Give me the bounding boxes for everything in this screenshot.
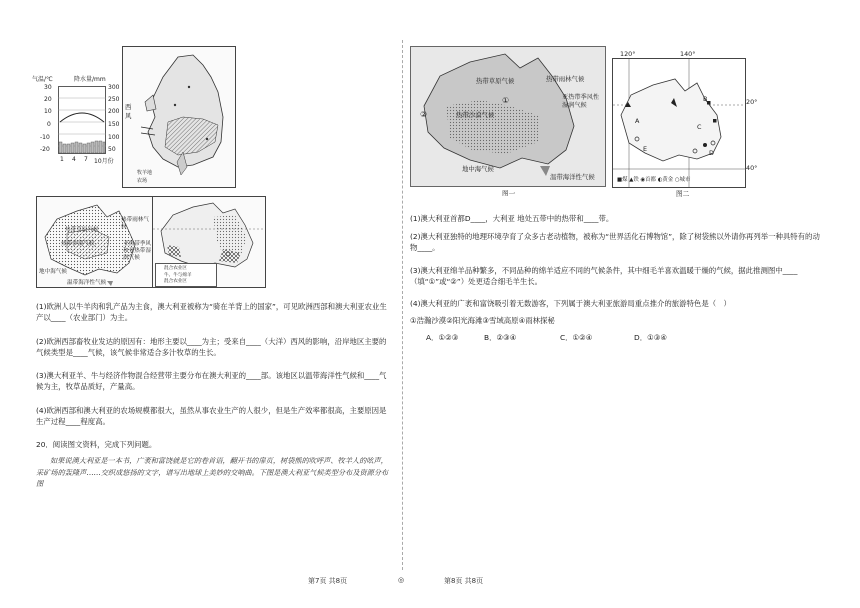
question-20-title: 20．阅读图文资料，完成下列问题。	[36, 440, 157, 449]
aus-small-label-subtropical: 亚热带季风和亚热带湿润气候	[123, 241, 151, 261]
aus-small-label-desert: 热带沙漠气候	[61, 241, 95, 247]
climate-left-tick: -20	[40, 146, 50, 153]
left-question-1: (1)欧洲人以牛羊肉和乳产品为主食，澳大利亚被称为“骑在羊背上的国家”，可见欧洲西部和澳大利亚农业生产以____（农业部门）为主。	[36, 302, 387, 322]
fig1-label-desert: 热带沙漠气候	[456, 111, 495, 119]
climate-right-tick: 300	[108, 84, 120, 91]
column-divider	[402, 40, 403, 570]
climate-right-tick: 200	[108, 108, 120, 115]
aus-agri-legend-item: 混合农业区	[164, 279, 187, 284]
aus-small-label-rainforest: 热带雨林气候	[121, 217, 149, 230]
australia-climate-map	[36, 196, 154, 288]
figure-2-resource-map	[612, 58, 746, 188]
option-c: C．①②④	[560, 333, 593, 342]
climate-left-tick: 10	[44, 108, 52, 115]
fig1-label-rainforest: 热带雨林气候	[546, 75, 585, 83]
option-b: B．②③④	[484, 333, 517, 342]
fig2-letter-a: A	[635, 117, 640, 125]
fig1-label-savanna: 热带草原气候	[476, 77, 515, 85]
climate-right-tick: 100	[108, 134, 120, 141]
west-wind-label: 西风	[125, 103, 132, 120]
fig2-lon-140: 140°	[680, 50, 696, 58]
figure-1-climate-map	[410, 46, 606, 196]
right-question-4: (4)澳大利亚的广袤和富饶吸引着无数游客，下列属于澳大利亚旅游局重点推介的旅游特色是（ ）	[410, 299, 731, 308]
footer-center-mark: ◎	[398, 576, 405, 584]
fig2-letter-c: C	[697, 123, 702, 131]
fig1-label-temperate: 温带海洋性气候	[550, 173, 595, 181]
climate-left-tick: -10	[40, 134, 50, 141]
climate-chart	[30, 72, 122, 168]
climate-left-tick: 0	[47, 121, 51, 128]
fig2-lat-20: 20°	[746, 98, 758, 106]
fig2-caption: 图二	[676, 190, 690, 198]
climate-left-tick: 30	[44, 84, 52, 91]
aus-small-label-savanna: 热带草原气候	[65, 227, 99, 233]
climate-right-tick: 150	[108, 121, 120, 128]
fig1-caption: 图一	[502, 190, 516, 196]
climate-ylabel-right: 降水量/mm	[74, 76, 106, 83]
aus-agri-legend-item: 牛、牛与绵羊	[164, 273, 192, 278]
europe-legend-2: 农场	[137, 178, 148, 184]
climate-x-tick: 7	[84, 156, 88, 163]
climate-plot	[58, 86, 106, 154]
aus-small-label-temperate: 温带海洋性气候	[67, 280, 107, 286]
fig2-letter-d: D	[709, 149, 714, 157]
figure-2-drawing	[613, 59, 745, 187]
right-question-3: (3)澳大利亚绵羊品种繁多，不同品种的绵羊适应不同的气候条件，其中细毛羊喜欢温暖干燥的气候，据此推测图中____（填“①”或“②”）处更适合细毛羊生长。	[410, 266, 798, 286]
right-question-2: (2)澳大利亚独特的地理环境孕育了众多古老动植物，被称为“世界活化石博物馆”，除了树袋熊以外请你再列举一种具特有的动物____。	[410, 232, 820, 252]
aus-agri-legend-item: 混合农业区	[164, 266, 187, 271]
footer-left-page: 第7页 共8页	[308, 577, 348, 585]
europe-legend-1: 牧羊地	[137, 170, 153, 176]
left-question-4: (4)欧洲西部和澳大利亚的农场规模都很大，虽然从事农业生产的人很少，但是生产效率都很高，主要原因是生产过程____程度高。	[36, 406, 387, 426]
left-question-3: (3)澳大利亚羊、牛与经济作物混合经营带主要分布在澳大利亚的____部。该地区以温带海洋性气候和____气候为主，牧草品质好，产量高。	[36, 371, 387, 391]
fig2-letter-b: B	[703, 95, 708, 103]
climate-ylabel-left: 气温/℃	[32, 76, 53, 83]
right-question-1: (1)澳大利亚首都D____，大利亚 地处五带中的热带和____带。	[410, 214, 614, 223]
left-question-2: (2)欧洲西部畜牧业发达的原因有：地形主要以____为主；受来自____（大洋）西风的影响，沿岸地区主要的气候类型是____气候，该气候非常适合多汁牧草的生长。	[36, 337, 387, 357]
aus-agri-legend	[155, 263, 217, 287]
climate-right-tick: 250	[108, 96, 120, 103]
climate-x-tick: 10月份	[94, 158, 114, 165]
fig2-lon-120: 120°	[620, 50, 636, 58]
europe-map-drawing	[123, 47, 235, 187]
fig1-label-mediterranean: 地中海气候	[462, 165, 494, 173]
fig1-marker-1: ①	[502, 96, 510, 105]
fig2-legend: ■煤 ▲铁 ◉首都 ◐黄金 ○城市	[617, 177, 691, 183]
climate-x-tick: 4	[72, 156, 76, 163]
fig1-label-subtropical: 亚热带季风性湿润气候	[562, 94, 600, 109]
fig2-letter-e: E	[643, 145, 648, 153]
climate-right-tick: 50	[108, 146, 116, 153]
aus-small-label-mediterranean: 地中海气候	[39, 269, 67, 275]
fig1-marker-2: ②	[420, 110, 428, 119]
climate-x-tick: 1	[60, 156, 64, 163]
footer-right-page: 第8页 共8页	[444, 577, 484, 585]
climate-left-tick: 20	[44, 96, 52, 103]
question-items: ①浩瀚沙漠②阳光海滩③雪域高原④雨林探秘	[410, 316, 555, 325]
europe-map	[122, 46, 236, 188]
fig2-lat-40: 40°	[746, 164, 758, 172]
option-a: A．①②③	[426, 333, 459, 342]
australia-agriculture-map	[152, 196, 266, 288]
option-d: D．①③④	[634, 333, 667, 342]
question-20-passage: 如果说澳大利亚是一本书，广袤和富饶就是它的卷首语，翻开书的扉页，树袋熊的吹呼声、牧羊人的吆声，采矿场的轰隆声……交织成悠扬的文字，谱写出地球上美妙的交响曲。下图是澳大利亚气候类型分布及资源分布图	[36, 456, 389, 488]
